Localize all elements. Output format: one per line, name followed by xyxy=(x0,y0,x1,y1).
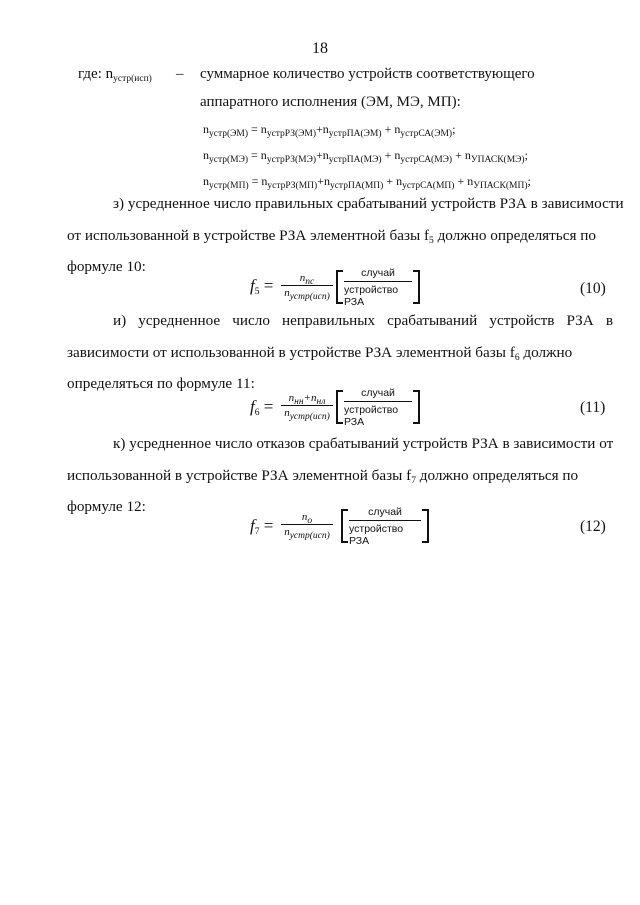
unit-den: устройство РЗА xyxy=(349,522,404,547)
formula-12-unit xyxy=(341,505,429,547)
where-desc-line1: суммарное количество устройств соответствующего xyxy=(200,66,535,82)
formula-10-number: (10) xyxy=(580,280,606,297)
paragraph-z-line1: з) усредненное число правильных срабатываний устройств РЗА в зависимости xyxy=(113,195,624,212)
where-label-sub: устр(исп) xyxy=(113,74,152,84)
unit-den: устройство РЗА xyxy=(344,283,399,308)
formula-12-lhs: $f_7$ = xyxy=(250,516,274,537)
paragraph-z-line2: от использованной в устройстве РЗА элементной базы $f_5$ должно определяться по xyxy=(67,226,596,246)
formula-11-unit xyxy=(336,386,420,428)
formula-10-unit xyxy=(336,266,420,308)
formula-12-number: (12) xyxy=(580,518,606,535)
formula-12-fraction: $n_о$ $n_{устр(исп)}$ xyxy=(281,511,333,538)
page-number: 18 xyxy=(312,40,328,57)
paragraph-z xyxy=(67,188,624,283)
paragraph-i-line3: определяться по формуле 11: xyxy=(67,375,255,392)
paragraph-k-line2: использованной в устройстве РЗА элементной базы $f_7$ должно определяться по xyxy=(67,466,579,486)
formula-11-number: (11) xyxy=(580,399,606,416)
unit-den: устройство РЗА xyxy=(344,403,399,428)
where-label-text: где: n xyxy=(78,66,114,82)
equation-em: $n_{устр(ЭМ)} = n_{устрРЗ(ЭМ)}+n_{устрПА(ЭМ)} + n_{устрСА(ЭМ)}$; xyxy=(203,122,456,139)
formula-11-lhs: $f_6$ = xyxy=(250,397,274,418)
paragraph-i xyxy=(67,305,613,400)
paragraph-z-line3: формуле 10: xyxy=(67,258,146,275)
paragraph-k xyxy=(67,428,613,523)
paragraph-k-line1: к) усредненное число отказов срабатываний устройств РЗА в зависимости от xyxy=(113,435,614,452)
formula-11-fraction: $n_{нн}+n_{нл}$ $n_{устр(исп)}$ xyxy=(281,392,333,419)
unit-num: случай xyxy=(361,266,395,279)
where-dash: – xyxy=(176,66,184,82)
formula-10-fraction: $n_{пс}$ $n_{устр(исп)}$ xyxy=(281,272,333,299)
paragraph-k-line3: формуле 12: xyxy=(67,498,146,515)
paragraph-i-line2: зависимости от использованной в устройстве РЗА элементной базы $f_6$ должно xyxy=(67,343,573,363)
equation-mp: $n_{устр(МП)} = n_{устрРЗ(МП)}+n_{устрПА(МП)} + n_{устрСА(МП)} + n_{УПАСК(МП)}$; xyxy=(203,174,531,191)
paragraph-i-line1: и) усредненное число неправильных срабатываний устройств РЗА в xyxy=(113,312,613,329)
formula-10-lhs: $f_5$ = xyxy=(250,276,274,297)
unit-num: случай xyxy=(361,386,395,399)
unit-num: случай xyxy=(368,505,402,518)
where-desc-line2: аппаратного исполнения (ЭМ, МЭ, МП): xyxy=(200,94,461,110)
where-label xyxy=(78,66,152,83)
equation-me: $n_{устр(МЭ)} = n_{устрРЗ(МЭ)}+n_{устрПА(МЭ)} + n_{устрСА(МЭ)} + n_{УПАСК(МЭ)}$; xyxy=(203,148,528,165)
